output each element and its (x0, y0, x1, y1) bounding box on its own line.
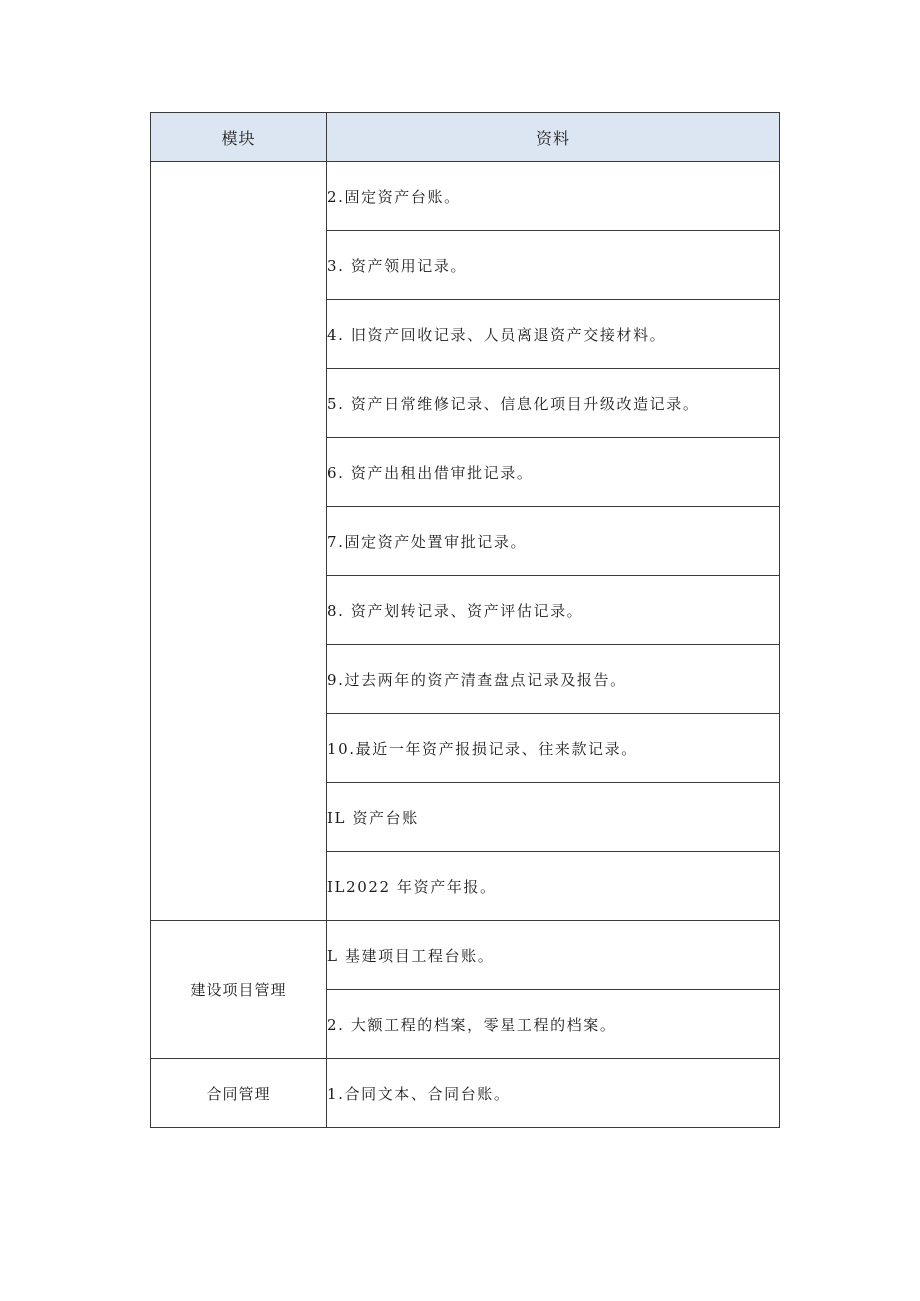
material-item: 3. 资产领用记录。 (327, 231, 780, 300)
material-item: 2.固定资产台账。 (327, 162, 780, 231)
material-item: IL2022 年资产年报。 (327, 852, 780, 921)
material-item: IL 资产台账 (327, 783, 780, 852)
module-cell-assets (151, 162, 327, 921)
table-row (151, 1059, 780, 1128)
module-column-header: 模块 (151, 113, 327, 162)
material-item: 9.过去两年的资产清查盘点记录及报告。 (327, 645, 780, 714)
material-item: 10.最近一年资产报损记录、往来款记录。 (327, 714, 780, 783)
header-row (151, 113, 780, 162)
material-item: 7.固定资产处置审批记录。 (327, 507, 780, 576)
materials-column-header: 资料 (327, 113, 780, 162)
material-item: 1.合同文本、合同台账。 (327, 1059, 780, 1128)
material-item: 6. 资产出租出借审批记录。 (327, 438, 780, 507)
material-item: L 基建项目工程台账。 (327, 921, 780, 990)
materials-table (150, 112, 780, 1128)
material-item: 4. 旧资产回收记录、人员离退资产交接材料。 (327, 300, 780, 369)
material-item: 2. 大额工程的档案，零星工程的档案。 (327, 990, 780, 1059)
module-cell-construction: 建设项目管理 (151, 921, 327, 1059)
material-item: 8. 资产划转记录、资产评估记录。 (327, 576, 780, 645)
table-row (151, 162, 780, 231)
table-row (151, 921, 780, 990)
module-cell-contracts: 合同管理 (151, 1059, 327, 1128)
material-item: 5. 资产日常维修记录、信息化项目升级改造记录。 (327, 369, 780, 438)
